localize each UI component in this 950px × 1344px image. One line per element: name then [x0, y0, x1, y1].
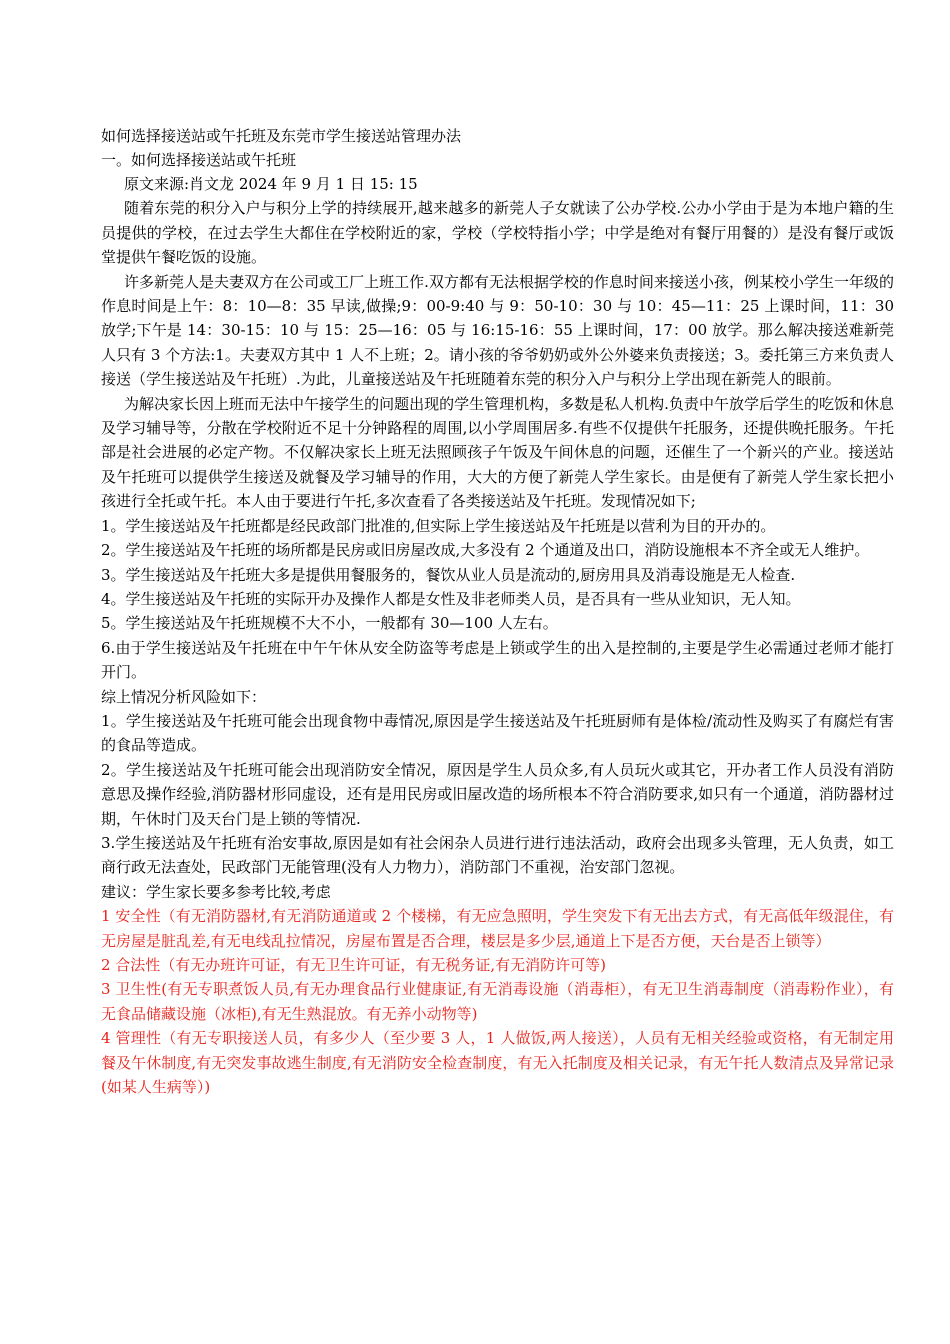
finding-item: 5。学生接送站及午托班规模不大不小，一般都有 30—100 人左右。: [101, 614, 558, 633]
intro-paragraph-1: 随着东莞的积分入户与积分上学的持续展开,越来越多的新莞人子女就读了公办学校.公办小学由于是为本地户籍的生员提供的学校，在过去学生大都住在学校附近的家，学校（学校特指小学；中学是绝对有餐厅用餐的）是没有餐厅或饭堂提供午餐吃饭的设施。: [101, 199, 894, 267]
document-title: 如何选择接送站或午托班及东莞市学生接送站管理办法: [101, 127, 462, 145]
risk-item: 2。学生接送站及午托班可能会出现消防安全情况，原因是学生人员众多,有人员玩火或其它，开办者工作人员没有消防意思及操作经验,消防器材形同虚设，还有是用民房或旧屋改造的场所根本不符合消防要求,如只有一个通道，消防器材过期，午休时门及天台门是上锁的等情况.: [101, 760, 894, 828]
source-line: 原文来源:肖文龙 2024 年 9 月 1 日 15: 15: [124, 175, 418, 193]
intro-paragraph-3: 为解决家长因上班而无法中午接学生的问题出现的学生管理机构，多数是私人机构.负责中午放学后学生的吃饭和休息及学习辅导等，分散在学校附近不足十分钟路程的周围,以小学周围居多.有些不仅提供午托服务，还提供晚托服务。午托部是社会进展的必定产物。不仅解决家长上班无法照顾孩子午饭及午间休息的问题，还催生了一个新兴的产业。接送站及午托班可以提供学生接送及就餐及学习辅导的作用，大大的方便了新莞人学生家长。由是便有了新莞人学生家长把小孩进行全托或午托。本人由于要进行午托,多次查看了各类接送站及午托班。发现情况如下;: [101, 394, 894, 511]
advice-item-hygiene: 3 卫生性(有无专职煮饭人员,有无办理食品行业健康证,有无消毒设施（消毒柜），有无卫生消毒制度（消毒粉作业），有无食品储藏设施（冰柜),有无生熟混放。有无养小动物等): [101, 980, 894, 1023]
advice-item-management: 4 管理性（有无专职接送人员，有多少人（至少要 3 人，1 人做饭,两人接送），人员有无相关经验或资格，有无制定用餐及午休制度,有无突发事故逃生制度,有无消防安全检查制度，有无入托制度及相关记录，有无午托人数清点及异常记录(如某人生病等）): [101, 1029, 894, 1097]
risk-item: 1。学生接送站及午托班可能会出现食物中毒情况,原因是学生接送站及午托班厨师有是体检/流动性及购买了有腐烂有害的食品等造成。: [101, 711, 894, 755]
finding-item: 4。学生接送站及午托班的实际开办及操作人都是女性及非老师类人员，是否具有一些从业知识，无人知。: [101, 589, 801, 608]
advice-heading: 建议：学生家长要多参考比较,考虑: [101, 882, 331, 901]
risk-heading: 综上情况分析风险如下：: [101, 687, 267, 706]
finding-item: 1。学生接送站及午托班都是经民政部门批准的,但实际上学生接送站及午托班是以营利为目的开办的。: [101, 516, 776, 535]
advice-item-legality: 2 合法性（有无办班许可证，有无卫生许可证，有无税务证,有无消防许可等): [101, 956, 606, 974]
intro-paragraph-2: 许多新莞人是夫妻双方在公司或工厂上班工作.双方都有无法根据学校的作息时间来接送小孩，例某校小学生一年级的作息时间是上午：8：10—8：35 早读,做操;9：00-9:40 与 9：50-10：30 与 10：45—11：25 上课时间，11：30 放学;下午是 14：30-15：10 与 15：25—16：05 与 16:15-16：55 上课时间，17：00 放学。那么解决接送难新莞人只有 3 个方法:1。夫妻双方其中 1 人不上班；2。请小孩的爷爷奶奶或外公外婆来负责接送；3。委托第三方来负责人接送（学生接送站及午托班）.为此，儿童接送站及午托班随着东莞的积分入户与积分上学出现在新莞人的眼前。: [101, 272, 894, 389]
section-heading: 一。如何选择接送站或午托班: [101, 151, 297, 169]
finding-item: 2。学生接送站及午托班的场所都是民房或旧房屋改成,大多没有 2 个通道及出口，消防设施根本不齐全或无人维护。: [101, 541, 870, 560]
document-page: [101, 124, 894, 1099]
risk-item: 3.学生接送站及午托班有治安事故,原因是如有社会闲杂人员进行进行违法活动，政府会出现多头管理，无人负责，如工商行政无法查处，民政部门无能管理(没有人力物力），消防部门不重视，治安部门忽视。: [101, 833, 894, 877]
finding-item: 6.由于学生接送站及午托班在中午午休从安全防盗等考虑是上锁或学生的出入是控制的,主要是学生必需通过老师才能打开门。: [101, 638, 894, 682]
advice-item-safety: 1 安全性（有无消防器材,有无消防通道或 2 个楼梯，有无应急照明，学生突发下有无出去方式，有无高低年级混住，有无房屋是脏乱差,有无电线乱拉情况，房屋布置是否合理，楼层是多少层,通道上下是否方便，天台是否上锁等）: [101, 907, 894, 950]
finding-item: 3。学生接送站及午托班大多是提供用餐服务的，餐饮从业人员是流动的,厨房用具及消毒设施是无人检查.: [101, 565, 796, 584]
